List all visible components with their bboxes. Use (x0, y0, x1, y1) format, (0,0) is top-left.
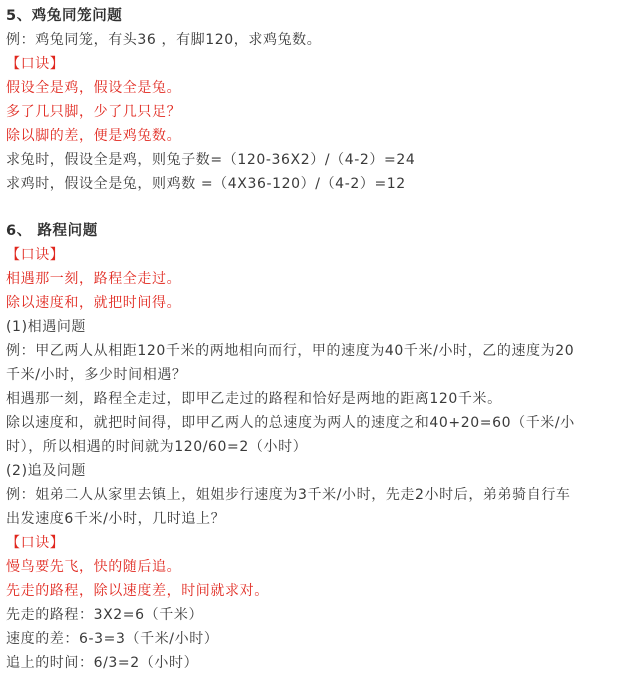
section5-koujue-label: 【口诀】 (6, 56, 65, 72)
meet-explanation: 除以速度和，就把时间得，即甲乙两人的总速度为两人的速度之和40+20=60（千米/小 (6, 415, 575, 431)
chase-problem-title: (2)追及问题 (6, 463, 87, 479)
section6-koujue-line: 除以速度和，就把时间得。 (6, 295, 182, 311)
chase-koujue-line: 先走的路程，除以速度差，时间就求对。 (6, 583, 269, 599)
chase-step: 先走的路程：3X2=6（千米） (6, 607, 204, 623)
section5-title: 5、鸡兔同笼问题 (6, 8, 123, 24)
meet-explanation: 相遇那一刻，路程全走过，即甲乙走过的路程和恰好是两地的距离120千米。 (6, 391, 502, 407)
section5-koujue-line: 多了几只脚，少了几只足？ (6, 104, 182, 120)
chase-example-line: 例：姐弟二人从家里去镇上，姐姐步行速度为3千米/小时，先走2小时后，弟弟骑自行车 (6, 487, 571, 503)
section5-koujue-line: 假设全是鸡，假设全是兔。 (6, 80, 182, 96)
section6-koujue-label: 【口诀】 (6, 247, 65, 263)
chase-step: 追上的时间：6/3=2（小时） (6, 655, 199, 671)
section5-solution-chicken: 求鸡时，假设全是兔，则鸡数 =（4X36-120）/（4-2）=12 (6, 176, 406, 192)
section5-koujue-line: 除以脚的差，便是鸡兔数。 (6, 128, 182, 144)
chase-example-line: 出发速度6千米/小时，几时追上？ (6, 511, 226, 527)
meet-problem-title: (1)相遇问题 (6, 319, 87, 335)
meet-example-line: 例：甲乙两人从相距120千米的两地相向而行，甲的速度为40千米/小时，乙的速度为20 (6, 343, 575, 359)
chase-koujue-line: 慢鸟要先飞，快的随后追。 (6, 559, 182, 575)
meet-example-line: 千米/小时，多少时间相遇？ (6, 367, 187, 383)
meet-explanation: 时），所以相遇的时间就为120/60=2（小时） (6, 439, 308, 455)
chase-koujue-label: 【口诀】 (6, 535, 65, 551)
chase-step: 速度的差：6-3=3（千米/小时） (6, 631, 219, 647)
section6-title: 6、 路程问题 (6, 223, 98, 239)
section5-example: 例：鸡兔同笼，有头36 ，有脚120，求鸡兔数。 (6, 32, 322, 48)
section-gap (6, 196, 634, 219)
section6-koujue-line: 相遇那一刻，路程全走过。 (6, 271, 182, 287)
section5-solution-rabbit: 求兔时，假设全是鸡，则兔子数=（120-36X2）/（4-2）=24 (6, 152, 416, 168)
